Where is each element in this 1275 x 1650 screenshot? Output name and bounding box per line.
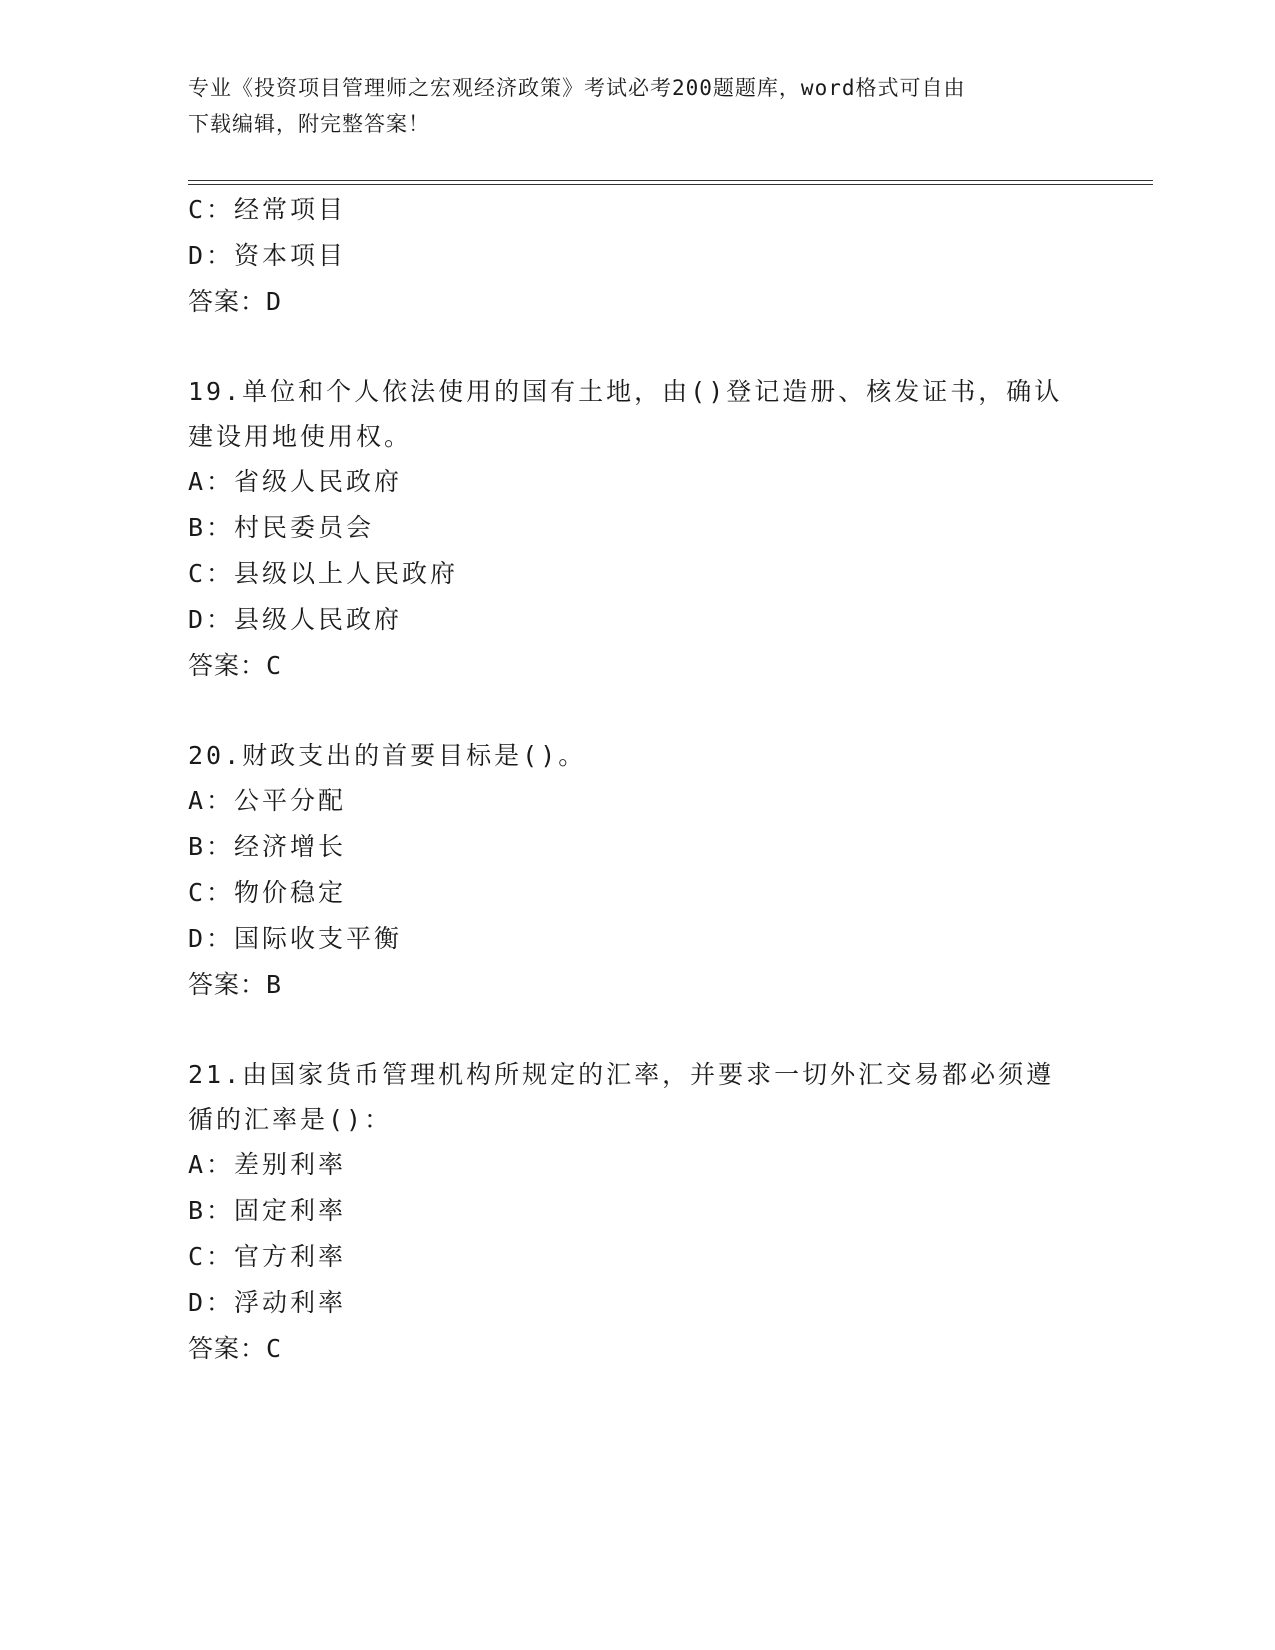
option-b: B：经济增长 [188, 832, 347, 861]
option-b: B：固定利率 [188, 1196, 347, 1225]
document-body [188, 187, 1088, 1372]
option-a: A：公平分配 [188, 786, 347, 815]
question-20 [188, 733, 1088, 1008]
header-divider-bottom [188, 184, 1153, 185]
question-stem-line-1: 19.单位和个人依法使用的国有土地，由()登记造册、核发证书，确认 [188, 377, 1063, 406]
header-line-1: 专业《投资项目管理师之宏观经济政策》考试必考200题题库，word格式可自由 [188, 76, 966, 100]
option-d: D：资本项目 [188, 241, 347, 270]
question-19 [188, 369, 1088, 689]
question-stem-line-1: 21.由国家货币管理机构所规定的汇率，并要求一切外汇交易都必须遵 [188, 1060, 1055, 1089]
answer: 答案：C [188, 651, 283, 680]
option-b: B：村民委员会 [188, 513, 375, 542]
option-c: C：官方利率 [188, 1242, 347, 1271]
answer: 答案：B [188, 970, 283, 999]
question-stem-line-1: 20.财政支出的首要目标是()。 [188, 741, 587, 770]
option-c: C：经常项目 [188, 195, 347, 224]
question-21 [188, 1052, 1088, 1372]
page-header [188, 70, 1068, 142]
question-stem-line-2: 建设用地使用权。 [188, 422, 413, 451]
header-divider-top [188, 180, 1153, 181]
option-d: D：县级人民政府 [188, 605, 403, 634]
answer: 答案：C [188, 1334, 283, 1363]
option-d: D：浮动利率 [188, 1288, 347, 1317]
question-stem-line-2: 循的汇率是()： [188, 1105, 393, 1134]
option-c: C：县级以上人民政府 [188, 559, 459, 588]
option-c: C：物价稳定 [188, 878, 347, 907]
option-a: A：差别利率 [188, 1150, 347, 1179]
option-d: D：国际收支平衡 [188, 924, 403, 953]
header-line-2: 下载编辑，附完整答案！ [188, 112, 430, 136]
question-18-tail [188, 187, 1088, 325]
option-a: A：省级人民政府 [188, 467, 403, 496]
answer: 答案：D [188, 287, 283, 316]
